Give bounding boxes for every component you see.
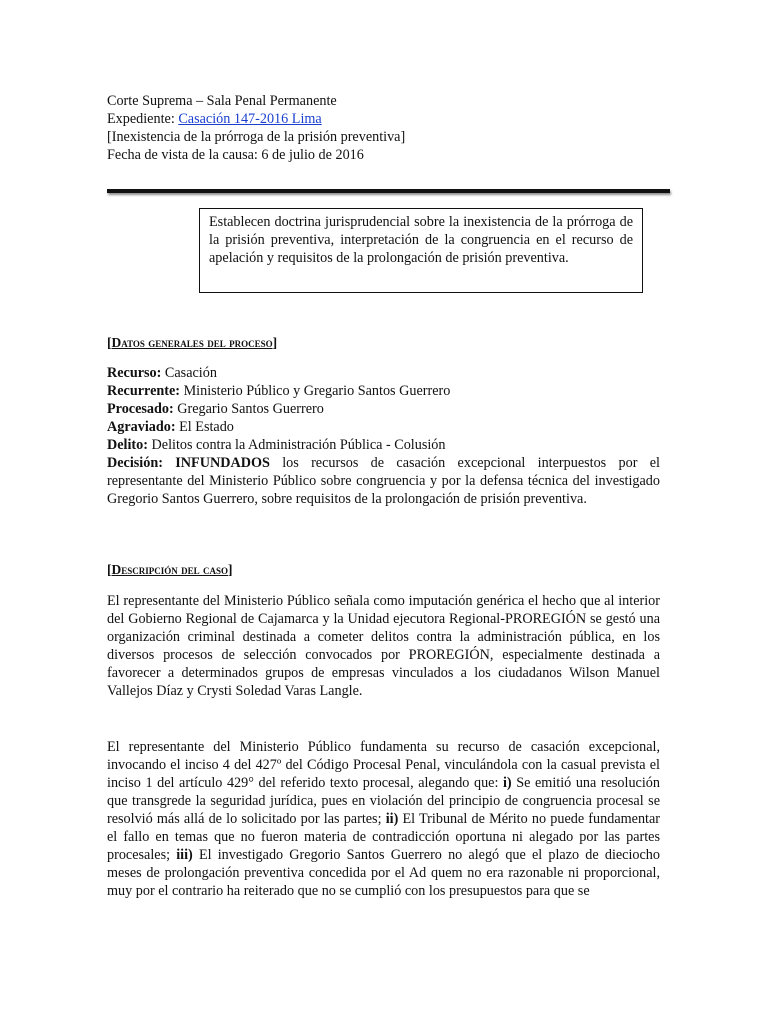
item-marker: ii)	[385, 811, 399, 827]
field-recurrente	[107, 382, 660, 400]
field-recurso	[107, 364, 660, 382]
horizontal-divider	[107, 189, 670, 193]
field-label: Recurrente:	[107, 383, 181, 399]
section-title-datos	[107, 334, 277, 352]
bracket-open: [	[107, 335, 112, 350]
field-value: Ministerio Público y Gregario Santos Guerrero	[180, 383, 451, 399]
section-title-datos-text: Datos generales del proceso	[111, 335, 273, 350]
field-label: Recurso:	[107, 365, 162, 381]
case-header	[107, 92, 405, 164]
field-procesado	[107, 400, 660, 418]
paragraph-text: El representante del Ministerio Público fundamenta su recurso de casación excepcional, invocando el inciso 4 del 427º del Código Procesal Penal, vinculándola con la casual prevista el inciso 1 del artículo 429° del referido texto procesal, alegando que:	[107, 739, 660, 791]
field-value: Gregario Santos Guerrero	[173, 401, 324, 417]
hearing-date: Fecha de vista de la causa: 6 de julio de 2016	[107, 147, 364, 163]
field-value: Delitos contra la Administración Pública - Colusión	[147, 437, 446, 453]
field-label: Procesado:	[107, 401, 174, 417]
paragraph-2	[107, 738, 660, 900]
field-label: Decisión: INFUNDADOS	[107, 455, 270, 471]
field-value: Casación	[161, 365, 217, 381]
field-decision	[107, 454, 660, 508]
item-marker: i)	[502, 775, 512, 791]
expediente-label: Expediente:	[107, 111, 179, 127]
section-title-descripcion	[107, 561, 233, 579]
expediente-line	[107, 110, 405, 128]
paragraph-text: El Tribunal de Mérito no puede fundamentar el fallo en temas que no fueron materia de contradicción oportuna ni alegado por las partes procesales;	[107, 811, 661, 863]
field-label: Delito:	[107, 437, 148, 453]
case-details	[107, 364, 660, 508]
paragraph-1: El representante del Ministerio Público señala como imputación genérica el hecho que al interior del Gobierno Regional de Cajamarca y la Unidad ejecutora Regional-PROREGIÓN se gestó una organización criminal destinada a cometer delitos contra la administración pública, en los diversos procesos de selección convocados por PROREGIÓN, especialmente destinada a favorecer a determinados grupos de empresas vinculados a los ciudadanos Wilson Manuel Vallejos Díaz y Crysti Soledad Varas Langle.	[107, 593, 660, 699]
field-value: los recursos de casación excepcional interpuestos por el representante del Ministerio Público sobre congruencia y por la defensa técnica del investigado Gregorio Santos Guerrero, sobre requisitos de la prolongación de prisión preventiva.	[107, 455, 660, 507]
field-label: Agraviado:	[107, 419, 176, 435]
summary-box: Establecen doctrina jurisprudencial sobre la inexistencia de la prórroga de la prisión preventiva, interpretación de la congruencia en el recurso de apelación y requisitos de la prolongación de prisión preventiva.	[199, 208, 643, 293]
court-name: Corte Suprema – Sala Penal Permanente	[107, 93, 337, 109]
bracket-close: ]	[272, 335, 278, 350]
section-title-descripcion-text: Descripción del caso	[111, 562, 229, 577]
item-marker: iii)	[176, 847, 193, 863]
paragraph-text: Se emitió una resolución que transgrede la seguridad jurídica, pues en violación del principio de congruencia procesal se resolvió más allá de lo solicitado por las partes;	[107, 775, 660, 827]
case-topic: [Inexistencia de la prórroga de la prisión preventiva]	[107, 129, 406, 145]
paragraph-text: El investigado Gregorio Santos Guerrero no alegó que el plazo de dieciocho meses de prolongación preventiva concedida por el Ad quem no era razonable ni proporcional, muy por el contrario ha reiterado que no se cumplió con los presupuestos para que se	[107, 847, 660, 899]
bracket-open: [	[107, 562, 112, 577]
field-value: El Estado	[175, 419, 234, 435]
field-agraviado	[107, 418, 660, 436]
expediente-link[interactable]: Casación 147-2016 Lima	[178, 111, 322, 127]
bracket-close: ]	[228, 562, 233, 577]
field-delito	[107, 436, 660, 454]
